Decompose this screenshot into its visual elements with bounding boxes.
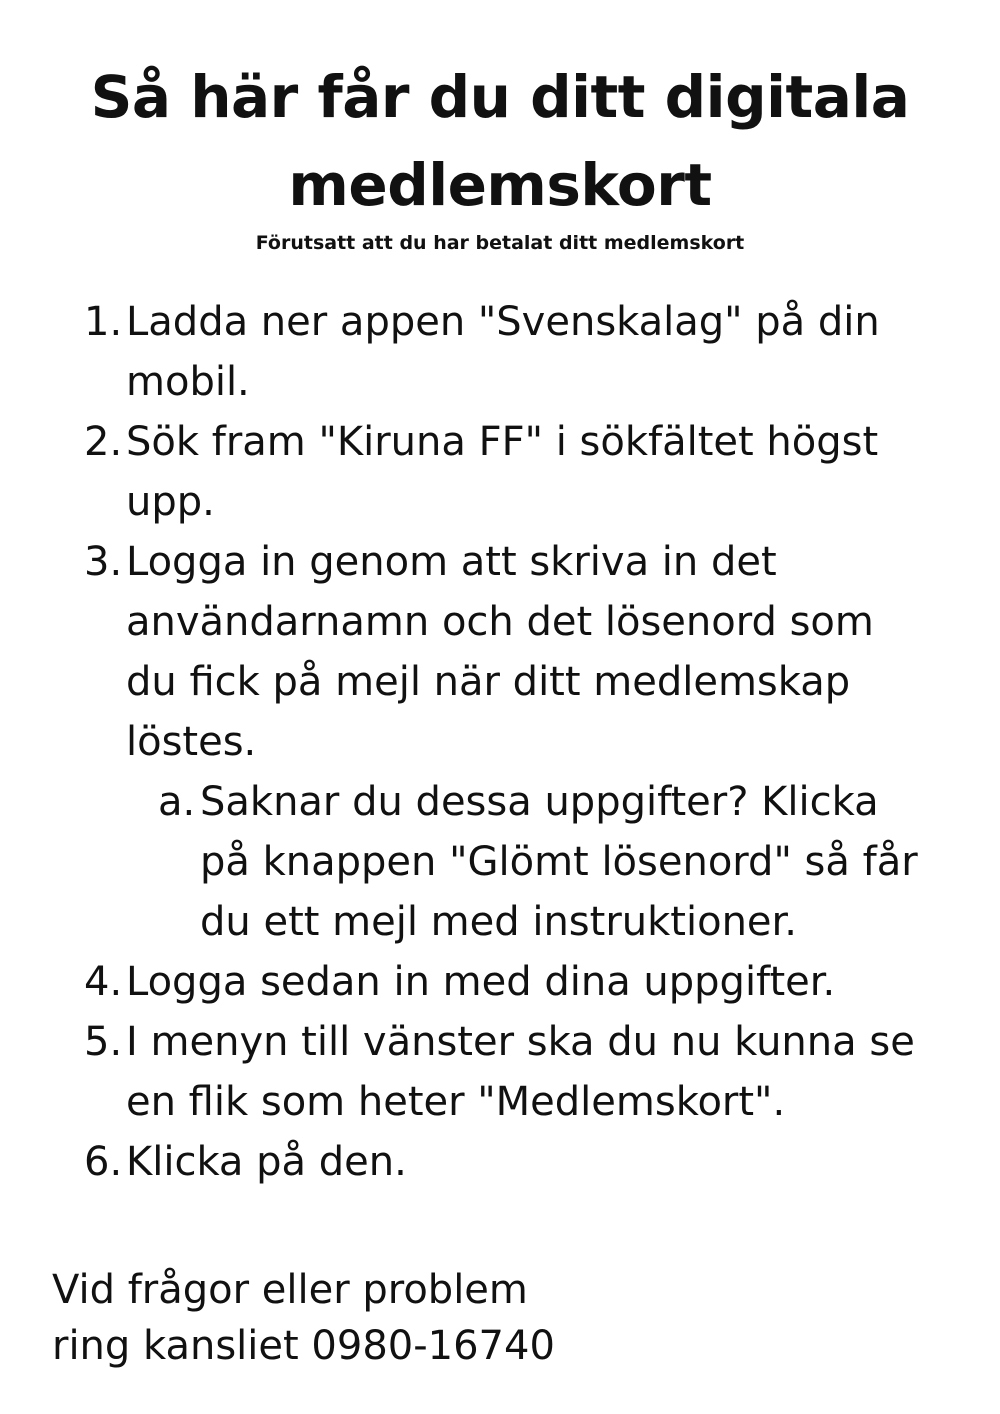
step-text: Logga in genom att skriva in det användarnamn och det lösenord som du fick på mejl när ditt medlemskap löstes. [126,539,874,765]
instruction-list [0,292,1000,1192]
step-marker: 2. [84,419,123,465]
step-text: Ladda ner appen "Svenskalag" på din mobil. [126,299,880,405]
step-1 [0,292,916,412]
step-text: Saknar du dessa uppgifter? Klicka på knappen "Glömt lösenord" så får du ett mejl med instruktioner. [200,779,918,945]
step-marker: 4. [84,959,123,1005]
step-text: Sök fram "Kiruna FF" i sökfältet högst upp. [126,419,879,525]
step-3 [0,532,916,772]
step-marker: 3. [84,539,123,585]
page-title-line-2: medlemskort [288,151,712,219]
step-marker: 5. [84,1019,123,1065]
step-marker: a. [158,779,196,825]
step-2 [0,412,916,532]
contact-line-1: Vid frågor eller problem [52,1267,528,1313]
step-6 [0,1132,916,1192]
step-4 [0,952,916,1012]
page-subtitle: Förutsatt att du har betalat ditt medlemskort [255,232,745,254]
step-text: Klicka på den. [126,1139,407,1185]
step-text: Logga sedan in med dina uppgifter. [126,959,836,1005]
contact-info [52,1262,952,1374]
page-title-line-1: Så här får du ditt digitala [90,63,910,131]
step-marker: 6. [84,1139,123,1185]
step-3a [0,772,930,952]
step-5 [0,1012,916,1132]
step-text: I menyn till vänster ska du nu kunna se en flik som heter "Medlemskort". [126,1019,915,1125]
contact-line-2: ring kansliet 0980-16740 [52,1323,555,1369]
step-marker: 1. [84,299,123,345]
